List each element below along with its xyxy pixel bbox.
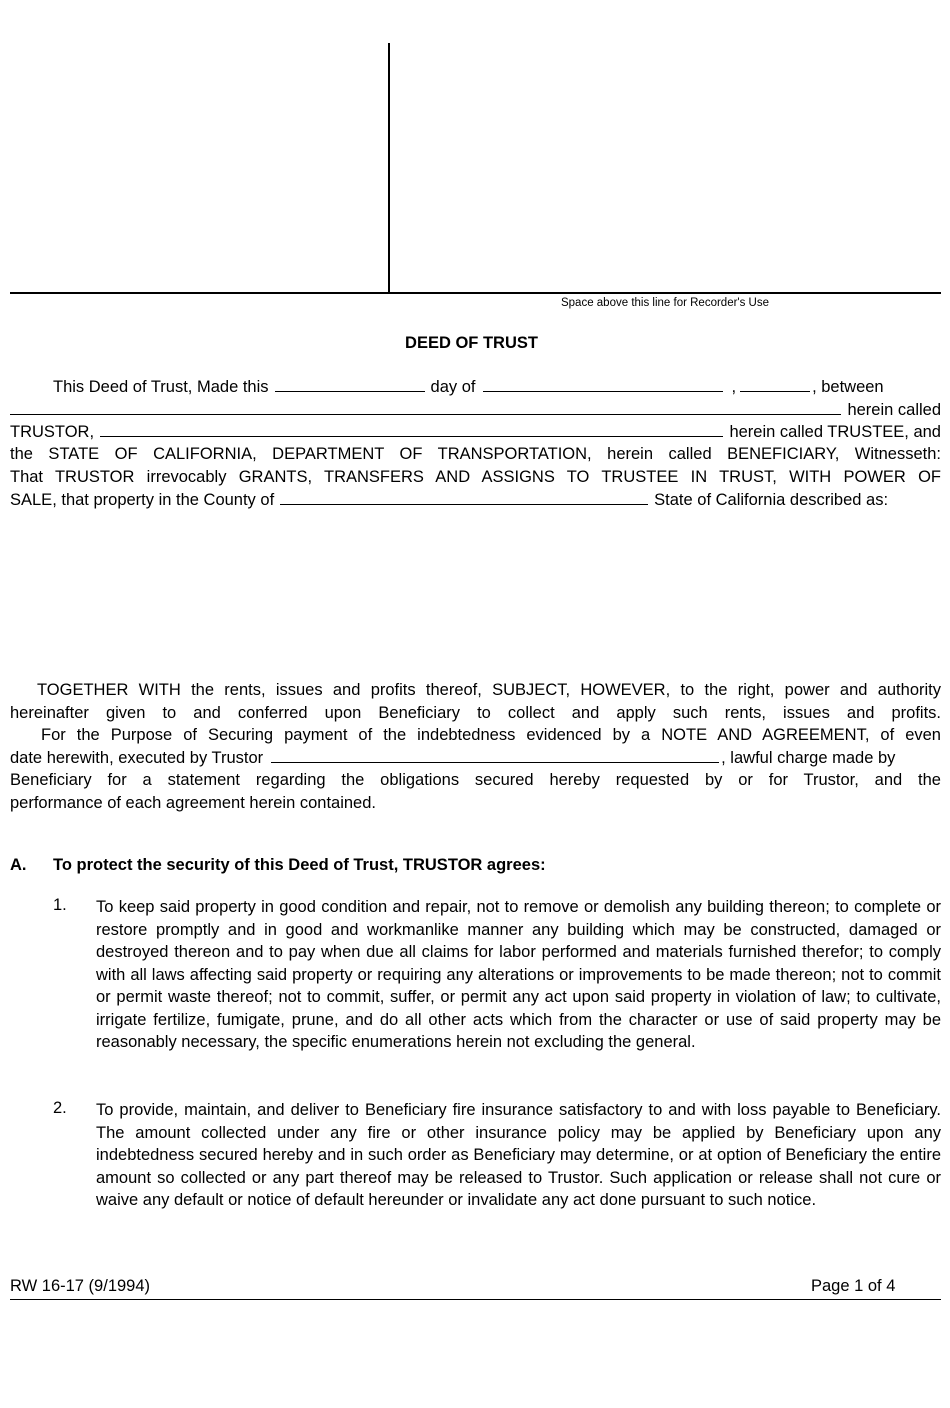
together-line-5: Beneficiary for a statement regarding the obligations secured hereby requested by or for Trustor, and the xyxy=(10,771,941,789)
purpose-text: For the Purpose of Securing payment of the indebtedness evidenced by a NOTE AND AGREEMENT, of even xyxy=(41,726,941,744)
document-title: DEED OF TRUST xyxy=(405,334,538,352)
together-line-3 xyxy=(10,724,941,746)
intro-line-6 xyxy=(10,489,941,511)
intro-between: , between xyxy=(812,378,884,396)
intro-county-of: SALE, that property in the County of xyxy=(10,491,275,509)
item-2-text: To provide, maintain, and deliver to Beneficiary fire insurance satisfactory to and with loss payable to Beneficiary. The amount collected under any fire or other insurance policy may be applied by Beneficiary upon any indebtedness secured hereby and in such order as Beneficiary may determine, or at option of Beneficiary the entire amount so collected or any part thereof may be released to Trustor. Such application or release shall not cure or waive any default or notice of default hereunder or invalidate any act done pursuant to such notice. xyxy=(96,1101,941,1209)
page-number: Page 1 of 4 xyxy=(811,1277,896,1295)
section-a-letter: A. xyxy=(10,856,27,874)
executed-by-trustor: date herewith, executed by Trustor xyxy=(10,749,264,767)
intro-line-3 xyxy=(10,421,941,443)
county-field[interactable] xyxy=(280,490,648,505)
together-line-6: performance of each agreement herein contained. xyxy=(10,794,376,812)
together-text-1: TOGETHER WITH the rents, issues and profits thereof, SUBJECT, HOWEVER, to the right, power and authority xyxy=(37,681,941,699)
footer-line xyxy=(10,1299,941,1300)
date-month-field[interactable] xyxy=(483,377,723,392)
item-1-text: To keep said property in good condition and repair, not to remove or demolish any building thereon; to complete or restore promptly and in good and workmanlike manner any building which may be constructed, damaged or destroyed thereon and to pay when due all claims for labor performed and materials furnished therefor; to comply with all laws affecting said property or requiring any alterations or improvements to be made thereon; not to commit or permit waste thereof; not to commit, suffer, or permit any act upon said property in violation of law; to cultivate, irrigate fertilize, fumigate, prune, and do all other acts which from the character or use of said property may be reasonably necessary, the specific enumerations herein not excluding the general. xyxy=(96,898,941,1051)
form-id: RW 16-17 (9/1994) xyxy=(10,1277,151,1295)
intro-line-1 xyxy=(10,376,941,398)
executed-by-field[interactable] xyxy=(271,748,719,763)
intro-comma: , xyxy=(731,378,737,396)
intro-herein-called: herein called xyxy=(847,401,941,419)
recorder-note: Space above this line for Recorder's Use xyxy=(560,297,770,309)
intro-line-2 xyxy=(10,399,941,421)
intro-state-of-california: State of California described as: xyxy=(654,491,889,509)
together-line-2: hereinafter given to and conferred upon Beneficiary to collect and apply such rents, issues and profits. xyxy=(10,704,941,722)
intro-made-this: This Deed of Trust, Made this xyxy=(53,378,269,396)
date-day-field[interactable] xyxy=(275,377,425,392)
intro-day-of: day of xyxy=(430,378,476,396)
together-line-4 xyxy=(10,747,941,769)
recorder-line xyxy=(10,292,941,294)
lawful-charge: , lawful charge made by xyxy=(721,749,896,767)
item-2-number: 2. xyxy=(53,1099,67,1117)
trustor-name-field[interactable] xyxy=(10,400,841,415)
together-line-1 xyxy=(10,679,941,701)
intro-herein-trustee: herein called TRUSTEE, and xyxy=(729,423,941,441)
recorder-box-divider xyxy=(388,43,390,293)
intro-line-4: the STATE OF CALIFORNIA, DEPARTMENT OF TRANSPORTATION, herein called BENEFICIARY, Witnesseth: xyxy=(10,445,941,463)
item-1-number: 1. xyxy=(53,896,67,914)
trustee-name-field[interactable] xyxy=(100,422,723,437)
intro-trustor: TRUSTOR, xyxy=(10,423,95,441)
section-a-heading: To protect the security of this Deed of Trust, TRUSTOR agrees: xyxy=(53,856,546,874)
intro-line-5: That TRUSTOR irrevocably GRANTS, TRANSFERS AND ASSIGNS TO TRUSTEE IN TRUST, WITH POWER OF xyxy=(10,468,941,486)
date-year-field[interactable] xyxy=(740,377,810,392)
